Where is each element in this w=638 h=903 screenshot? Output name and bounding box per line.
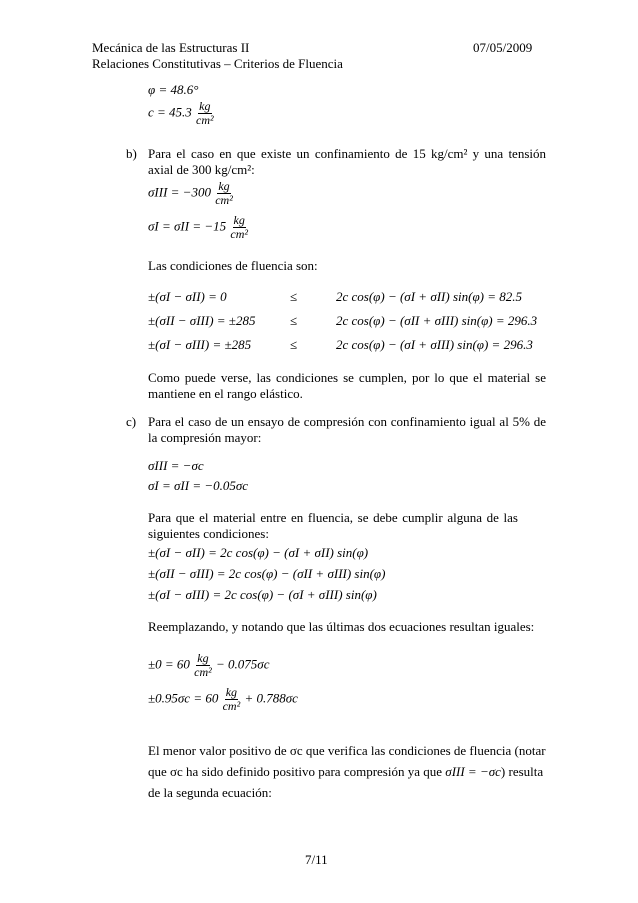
- yield-condition-1: ±(σI − σII) = 2c cos(φ) − (σI + σII) sin(φ): [148, 545, 369, 560]
- final-text-line-1: El menor valor positivo de σc que verifica las condiciones de fluencia (notar: [148, 743, 546, 758]
- unit-denominator: cm²: [222, 699, 241, 713]
- final-text-line-2-eq: σIII = −σc: [445, 764, 501, 779]
- condition-row-2-lhs: ±(σII − σIII) = ±285: [148, 313, 256, 328]
- condition-row-3-rhs: 2c cos(φ) − (σI + σIII) sin(φ) = 296.3: [336, 337, 533, 352]
- sigma3-eq: [148, 180, 234, 207]
- conditions-intro: Las condiciones de fluencia son:: [148, 258, 318, 273]
- unit-denominator: cm²: [215, 193, 233, 207]
- final-text-line-2-start: que σc ha sido definido positivo para compresión ya que: [148, 764, 443, 779]
- result-eq-2-suffix: + 0.788σc: [244, 690, 298, 706]
- cohesion-value: [148, 100, 215, 127]
- phi-value: φ = 48.6°: [148, 82, 199, 97]
- final-text-line-3: de la segunda ecuación:: [148, 785, 272, 800]
- unit-denominator: cm²: [196, 113, 214, 127]
- result-eq-2-unit: [222, 686, 242, 713]
- condition-row-1-lhs: ±(σI − σII) = 0: [148, 289, 227, 304]
- section-c-eq2: σI = σII = −0.05σc: [148, 478, 249, 493]
- final-text-line-2-end: ) resulta: [500, 764, 544, 779]
- cohesion-prefix: c = 45.3: [148, 104, 192, 120]
- unit-numerator: kg: [218, 179, 230, 193]
- condition-row-3-lhs: ±(σI − σIII) = ±285: [148, 337, 252, 352]
- cohesion-unit: [195, 100, 215, 127]
- unit-numerator: kg: [197, 651, 209, 665]
- unit-denominator: cm²: [230, 227, 248, 241]
- result-eq-2: [148, 686, 298, 713]
- sigma12-prefix: σI = σII = −15: [148, 218, 227, 234]
- section-c-text: Para el caso de un ensayo de compresión con confinamiento igual al 5% de la compresión mayor:: [148, 414, 546, 445]
- header-date: 07/05/2009: [473, 40, 533, 55]
- replace-text: Reemplazando, y notando que las últimas dos ecuaciones resultan iguales:: [148, 619, 535, 634]
- result-eq-1: [148, 652, 269, 679]
- unit-numerator: kg: [233, 213, 245, 227]
- yield-condition-2: ±(σII − σIII) = 2c cos(φ) − (σII + σIII) sin(φ): [148, 566, 386, 581]
- header-course-title: Mecánica de las Estructuras II: [92, 40, 250, 55]
- yield-condition-3: ±(σI − σIII) = 2c cos(φ) − (σI + σIII) sin(φ): [148, 587, 377, 602]
- section-c-label: c): [126, 414, 137, 429]
- unit-numerator: kg: [225, 685, 238, 699]
- header-topic: Relaciones Constitutivas – Criterios de Fluencia: [92, 56, 343, 71]
- result-eq-1-prefix: ±0 = 60: [148, 656, 190, 672]
- section-b-conclusion: Como puede verse, las condiciones se cumplen, por lo que el material se mantiene en el rango elástico.: [148, 370, 546, 401]
- sigma3-prefix: σIII = −300: [148, 184, 211, 200]
- final-text-line-2: [148, 764, 543, 780]
- condition-row-1-rhs: 2c cos(φ) − (σI + σII) sin(φ) = 82.5: [336, 289, 523, 304]
- sigma12-eq: [148, 214, 249, 241]
- section-c-eq1: σIII = −σc: [148, 458, 204, 473]
- sigma3-unit: [214, 180, 234, 207]
- result-eq-1-suffix: − 0.075σc: [216, 656, 270, 672]
- result-eq-2-prefix: ±0.95σc = 60: [148, 690, 219, 706]
- page-number: 7/11: [305, 852, 328, 867]
- unit-numerator: kg: [199, 99, 211, 113]
- sigma12-unit: [229, 214, 249, 241]
- result-eq-1-unit: [193, 652, 213, 679]
- section-c-cond-intro: Para que el material entre en fluencia, se debe cumplir alguna de las siguientes condiciones:: [148, 510, 518, 541]
- section-b-text: Para el caso en que existe un confinamiento de 15 kg/cm² y una tensión axial de 300 kg/cm²:: [148, 146, 546, 177]
- condition-row-2-rhs: 2c cos(φ) − (σII + σIII) sin(φ) = 296.3: [336, 313, 538, 328]
- condition-row-3-rel: ≤: [290, 337, 298, 352]
- condition-row-2-rel: ≤: [290, 313, 298, 328]
- unit-denominator: cm²: [194, 665, 212, 679]
- section-b-label: b): [126, 146, 137, 161]
- condition-row-1-rel: ≤: [290, 289, 298, 304]
